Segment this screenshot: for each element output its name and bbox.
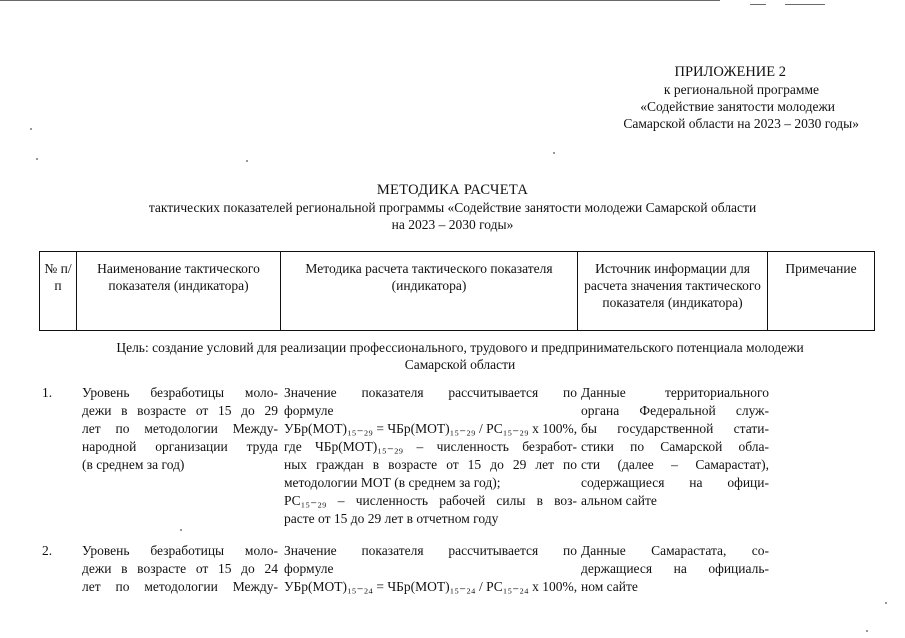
row-number: 2. xyxy=(42,543,53,558)
text-line: дежи в возрасте от 15 до 24 xyxy=(82,561,278,576)
text-line: Данные Самарастата, со- xyxy=(581,543,769,558)
header-method: Методика расчета тактического показателя (индикатора) xyxy=(281,252,578,331)
text-line: ном сайте xyxy=(581,579,638,594)
text-line: лет по методологии Между- xyxy=(82,579,278,594)
text-line: методологии МОТ (в среднем за год); xyxy=(284,475,501,490)
text-line: лет по методологии Между- xyxy=(82,421,278,436)
text-line: держащиеся на официаль- xyxy=(581,561,769,576)
appendix-line: Самарской области на 2023 – 2030 годы» xyxy=(623,116,859,131)
text-line: формуле xyxy=(284,403,334,418)
scan-speck xyxy=(36,158,38,160)
document-title: МЕТОДИКА РАСЧЕТА xyxy=(376,182,529,198)
indicator-name xyxy=(82,542,278,596)
appendix-line: к региональной программе xyxy=(663,82,819,97)
row-number: 1. xyxy=(42,385,53,400)
scan-edge-line xyxy=(0,0,720,1)
text-line: сти (далее – Самарастат), xyxy=(581,457,769,472)
header-number: № п/п xyxy=(40,252,77,331)
text-line: органа Федеральной служ- xyxy=(581,403,769,418)
scan-edge-line xyxy=(750,4,766,5)
information-source xyxy=(581,384,769,510)
text-line: альном сайте xyxy=(581,493,657,508)
text-line: ных граждан в возрасте от 15 до 29 лет по xyxy=(284,457,577,472)
goal-line: Цель: создание условий для реализации профессионального, трудового и предпринимательского потенциала молодежи xyxy=(116,340,804,355)
appendix-header xyxy=(623,64,859,132)
text-line: формуле xyxy=(284,561,334,576)
calculation-method xyxy=(284,384,577,528)
goal-statement xyxy=(60,339,860,373)
formula-line: УБр(МОТ)₁₅₋₂₉ = ЧБр(МОТ)₁₅₋₂₉ / РС₁₅₋₂₉ х 100%, xyxy=(284,421,578,436)
text-line: содержащиеся на офици- xyxy=(581,475,769,490)
scan-speck xyxy=(246,160,248,162)
scan-edge-line xyxy=(785,4,825,5)
text-line: Уровень безработицы моло- xyxy=(82,385,278,400)
scan-speck xyxy=(30,128,32,130)
scan-speck xyxy=(866,630,868,632)
text-line: где ЧБр(МОТ)₁₅₋₂₉ – численность безработ- xyxy=(284,439,577,454)
text-line: РС₁₅₋₂₉ – численность рабочей силы в воз- xyxy=(284,493,577,508)
table-header xyxy=(39,251,875,331)
text-line: народной организации труда xyxy=(82,439,278,454)
text-line: Данные территориального xyxy=(581,385,769,400)
appendix-line: «Содействие занятости молодежи xyxy=(640,99,835,114)
text-line: дежи в возрасте от 15 до 29 xyxy=(82,403,278,418)
scan-speck xyxy=(180,529,182,531)
goal-line: Самарской области xyxy=(404,357,516,372)
indicator-name xyxy=(82,384,278,474)
text-line: Значение показателя рассчитывается по xyxy=(284,385,577,400)
text-line: Уровень безработицы моло- xyxy=(82,543,278,558)
formula-line: УБр(МОТ)₁₅₋₂₄ = ЧБр(МОТ)₁₅₋₂₄ / РС₁₅₋₂₄ х 100%, xyxy=(284,579,578,594)
text-line: Значение показателя рассчитывается по xyxy=(284,543,577,558)
document-subtitle: тактических показателей региональной программы «Содействие занятости молодежи Самарской области xyxy=(148,200,757,215)
text-line: стики по Самарской обла- xyxy=(581,439,769,454)
text-line: бы государственной стати- xyxy=(581,421,769,436)
calculation-method xyxy=(284,542,577,596)
header-source: Источник информации для расчета значения тактического показателя (индикатора) xyxy=(578,252,768,331)
document-subtitle: на 2023 – 2030 годы» xyxy=(391,217,514,232)
document-heading xyxy=(0,182,905,233)
header-note: Примечание xyxy=(768,252,875,331)
text-line: расте от 15 до 29 лет в отчетном году xyxy=(284,511,499,526)
scan-speck xyxy=(885,602,887,604)
scan-speck xyxy=(553,152,555,154)
information-source xyxy=(581,542,769,596)
text-line: (в среднем за год) xyxy=(82,457,185,472)
appendix-title: ПРИЛОЖЕНИЕ 2 xyxy=(674,64,786,80)
header-indicator-name: Наименование тактического показателя (индикатора) xyxy=(77,252,281,331)
